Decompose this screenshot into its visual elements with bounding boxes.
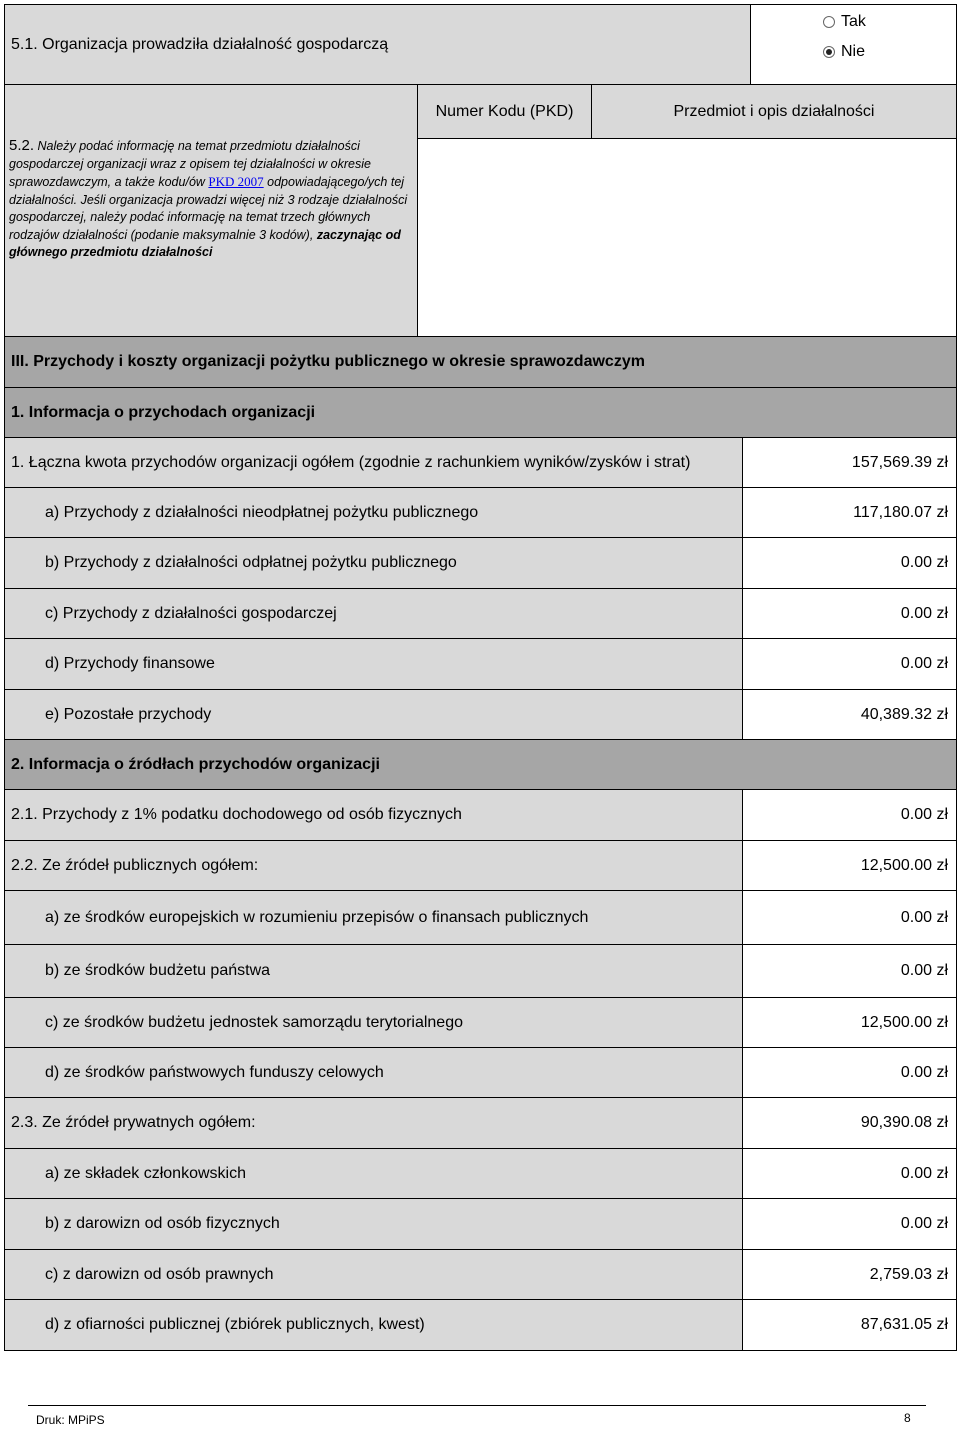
s52-description [9,137,417,262]
source-row-label [4,997,743,1048]
source-label-text: d) ze środków państwowych funduszy celowych [45,1063,384,1081]
s52-text-d: zaczynając od głównego przedmiotu działalności [9,227,401,259]
section3-sub1 [4,387,957,438]
radio-yes-label: Tak [841,13,866,30]
source-value-text: 12,500.00 zł [860,856,948,874]
source-row-value [742,789,957,841]
income-row-label [4,689,743,740]
source-value-text: 87,631.05 zł [860,1316,948,1333]
income-label-text: a) Przychody z działalności nieodpłatnej pożytku publicznego [45,503,479,521]
section3-sub1-text: 1. Informacja o przychodach organizacji [11,403,316,421]
desc-column-header [591,84,957,139]
source-row-value [742,840,957,891]
s51-label-cell [4,4,751,85]
income-value-text: 157,569.39 zł [851,453,948,471]
section3-sub2-text: 2. Informacja o źródłach przychodów organizacji [11,755,380,773]
source-label-text: b) z darowizn od osób fizycznych [45,1215,280,1232]
s52-desc-cell [4,84,418,337]
income-label-text: e) Pozostałe przychody [45,705,212,723]
radio-no[interactable] [823,43,865,61]
source-value-text: 0.00 zł [900,1215,948,1232]
income-row-label [4,437,743,488]
source-value-text: 0.00 zł [900,962,948,979]
source-label-text: b) ze środków budżetu państwa [45,962,271,979]
radio-yes[interactable] [823,13,866,31]
pkd-link[interactable]: PKD 2007 [208,174,264,189]
source-label-text: a) ze środków europejskich w rozumieniu przepisów o finansach publicznych [45,908,589,926]
source-label-text: c) z darowizn od osób prawnych [45,1265,274,1283]
radio-circle-icon [823,16,835,28]
source-row-value [742,1097,957,1149]
income-label-text: d) Przychody finansowe [45,655,215,672]
source-value-text: 90,390.08 zł [860,1114,948,1131]
s52-text-b: odpowiadającego/ych tej działalności. [9,175,405,207]
source-row-value [742,1148,957,1199]
income-row-label [4,487,743,538]
source-row-label [4,1198,743,1250]
income-row-label [4,588,743,639]
income-value-text: 0.00 zł [900,655,948,672]
income-label-text: 1. Łączna kwota przychodów organizacji ogółem (zgodnie z rachunkiem wyników/zysków i strat) [11,453,691,471]
source-value-text: 2,759.03 zł [869,1265,948,1283]
source-value-text: 0.00 zł [900,1164,948,1182]
income-row-value [742,437,957,488]
radio-checked-icon [823,46,835,58]
s51-options-cell [750,4,957,85]
income-row-value [742,588,957,639]
income-value-text: 0.00 zł [900,554,948,571]
income-row-label [4,638,743,690]
income-row-label [4,537,743,589]
footer-rule [28,1405,926,1406]
source-row-label [4,840,743,891]
source-row-label [4,1097,743,1149]
source-value-text: 0.00 zł [900,908,948,926]
radio-no-label: Nie [841,43,866,60]
section3-title-text: III. Przychody i koszty organizacji pożytku publicznego w okresie sprawozdawczym [11,353,645,370]
source-row-value [742,997,957,1048]
source-label-text: 2.3. Ze źródeł prywatnych ogółem: [11,1114,256,1131]
source-value-text: 12,500.00 zł [860,1013,948,1031]
income-label-text: c) Przychody z działalności gospodarczej [45,604,337,622]
section3-sub2 [4,739,957,790]
source-row-value [742,1299,957,1351]
source-label-text: 2.1. Przychody z 1% podatku dochodowego od osób fizycznych [11,806,462,823]
income-row-value [742,537,957,589]
source-row-value [742,890,957,945]
source-row-label [4,789,743,841]
page-number: 8 [904,1411,911,1425]
source-row-label [4,1249,743,1300]
source-label-text: d) z ofiarności publicznej (zbiórek publicznych, kwest) [45,1316,425,1333]
income-label-text: b) Przychody z działalności odpłatnej pożytku publicznego [45,554,457,571]
source-row-label [4,1047,743,1098]
s52-text-a: Należy podać informację na temat przedmiotu działalności gospodarczej organizacji wraz z opisem tej działalności w okresie sprawozdawczym, a także kodu/ów [9,139,371,189]
pkd-input-area[interactable] [417,138,957,337]
source-row-value [742,1047,957,1098]
source-row-value [742,1198,957,1250]
income-row-value [742,638,957,690]
source-row-value [742,944,957,998]
source-row-label [4,1299,743,1351]
source-row-label [4,1148,743,1199]
source-label-text: a) ze składek członkowskich [45,1164,246,1182]
s51-label: 5.1. Organizacja prowadziła działalność gospodarczą [11,35,389,53]
income-row-value [742,689,957,740]
desc-column-label: Przedmiot i opis działalności [673,102,875,120]
s52-number: 5.2. [9,137,35,154]
income-value-text: 0.00 zł [900,604,948,622]
income-value-text: 117,180.07 zł [853,503,948,521]
income-value-text: 40,389.32 zł [860,705,948,723]
source-row-label [4,944,743,998]
pkd-column-label: Numer Kodu (PKD) [435,102,574,120]
source-label-text: c) ze środków budżetu jednostek samorządu terytorialnego [45,1013,463,1031]
pkd-column-header [417,84,592,139]
source-row-label [4,890,743,945]
source-value-text: 0.00 zł [900,806,948,823]
source-row-value [742,1249,957,1300]
source-value-text: 0.00 zł [900,1063,948,1081]
s52-text-c: Jeśli organizacja prowadzi więcej niż 3 rodzaje działalności gospodarczej, należy podać informację na temat trzech głównych rodzajów działalności (podanie maksymalnie 3 kodów), [9,192,408,242]
income-row-value [742,487,957,538]
footer-print-label: Druk: MPiPS [36,1413,105,1427]
section3-title [4,336,957,388]
source-label-text: 2.2. Ze źródeł publicznych ogółem: [11,856,259,874]
